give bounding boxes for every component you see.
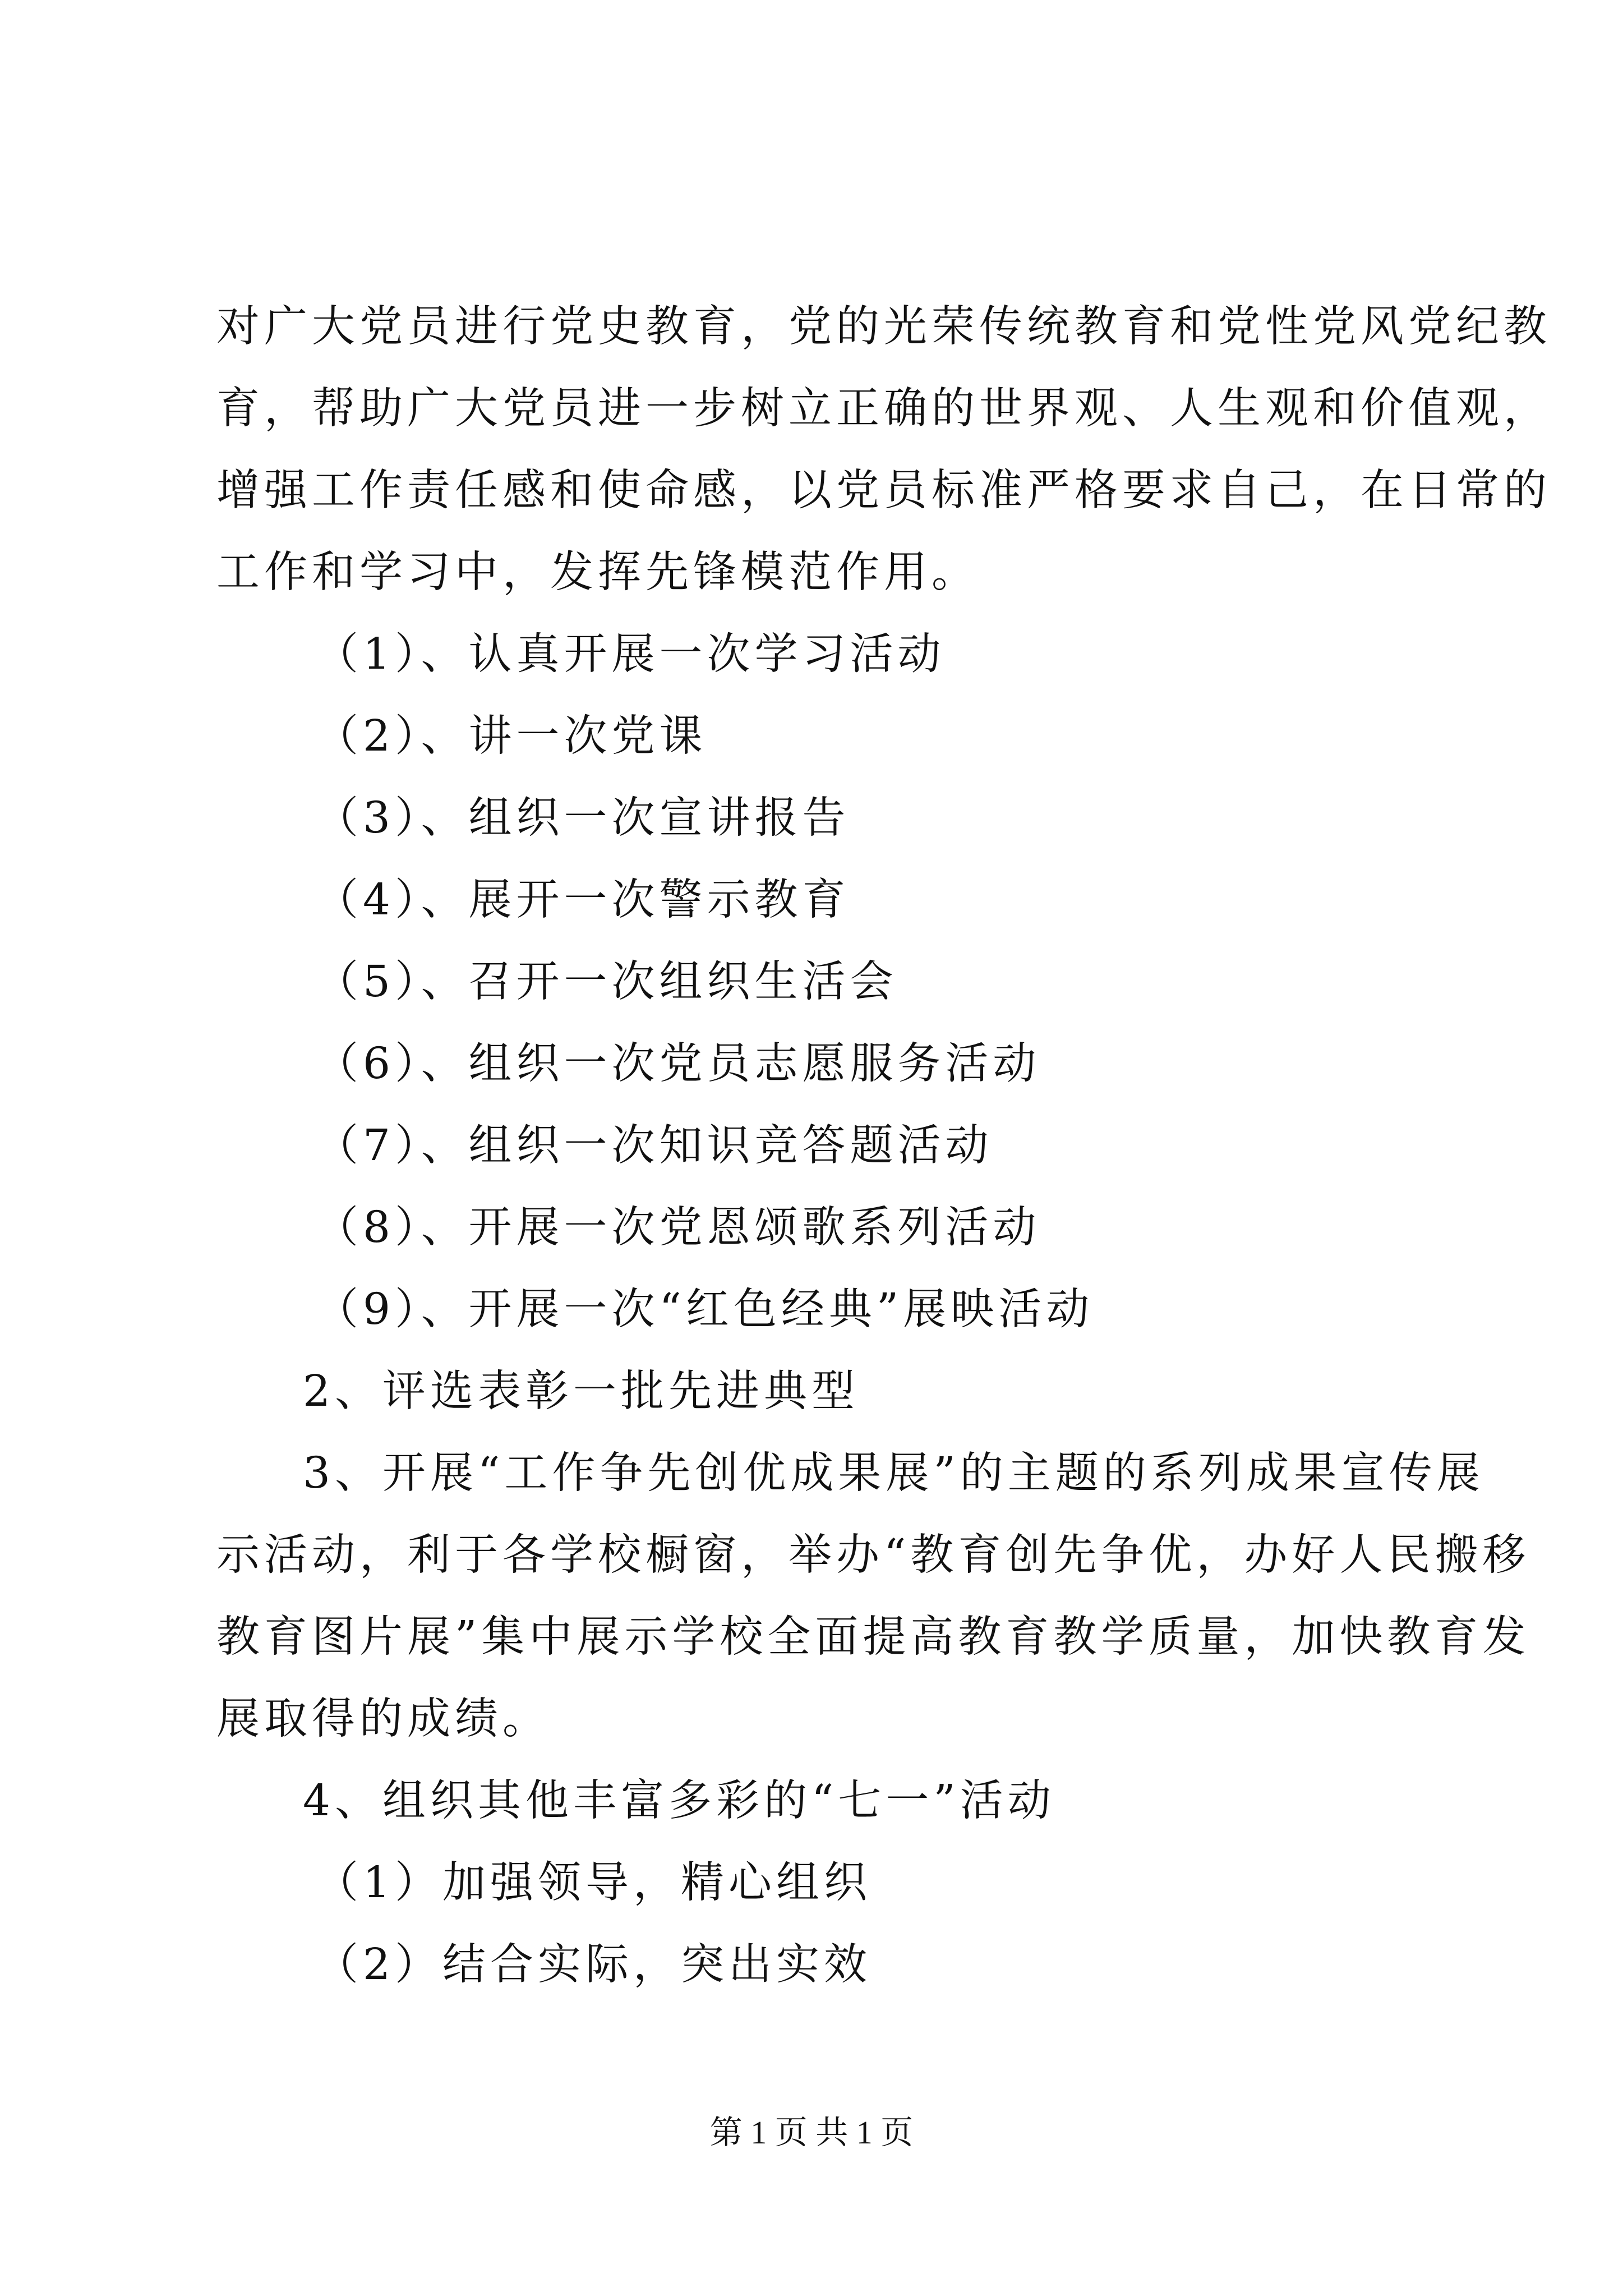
section-4-heading: 4、组织其他丰富多彩的“七一”活动 <box>303 1776 1055 1826</box>
sub-item-1: （1）加强领导，精心组织 <box>315 1858 872 1908</box>
page-footer: 第 1 页 共 1 页 <box>709 2114 914 2151</box>
section-3-line-4: 展取得的成绩。 <box>216 1694 550 1744</box>
intro-line-1: 对广大党员进行党史教育，党的光荣传统教育和党性党风党纪教 <box>216 302 1551 352</box>
section-3-paragraph <box>216 1433 1530 1760</box>
intro-line-2: 育，帮助广大党员进一步树立正确的世界观、人生观和价值观， <box>216 384 1551 434</box>
intro-line-3: 增强工作责任感和使命感，以党员标准严格要求自己，在日常的 <box>216 466 1551 516</box>
document-body <box>216 286 1551 2006</box>
activity-item-2: （2）、讲一次党课 <box>315 711 707 761</box>
section-3-line-2: 示活动，利于各学校橱窗，举办“教育创先争优，办好人民搬移 <box>216 1530 1530 1580</box>
sub-item-2: （2）结合实际，突出实效 <box>315 1940 872 1990</box>
activity-item-9: （9）、开展一次“红色经典”展映活动 <box>315 1285 1094 1335</box>
activity-item-1: （1）、认真开展一次学习活动 <box>315 629 946 679</box>
sub-item-list <box>216 1842 1428 2006</box>
activity-item-6: （6）、组织一次党员志愿服务活动 <box>315 1039 1041 1089</box>
activity-item-5: （5）、召开一次组织生活会 <box>315 957 898 1007</box>
section-2-heading: 2、评选表彰一批先进典型 <box>303 1366 859 1416</box>
intro-line-4: 工作和学习中，发挥先锋模范作用。 <box>216 547 979 597</box>
activity-item-4: （4）、展开一次警示教育 <box>315 875 850 925</box>
section-3-line-1: 3、开展“工作争先创优成果展”的主题的系列成果宣传展 <box>303 1448 1484 1498</box>
activity-item-7: （7）、组织一次知识竞答题活动 <box>315 1121 993 1171</box>
intro-paragraph <box>216 286 1551 614</box>
activity-item-3: （3）、组织一次宣讲报告 <box>315 793 850 843</box>
activity-list <box>216 614 1428 1351</box>
section-3-line-3: 教育图片展”集中展示学校全面提高教育教学质量，加快教育发 <box>216 1612 1530 1662</box>
activity-item-8: （8）、开展一次党恩颂歌系列活动 <box>315 1203 1041 1253</box>
